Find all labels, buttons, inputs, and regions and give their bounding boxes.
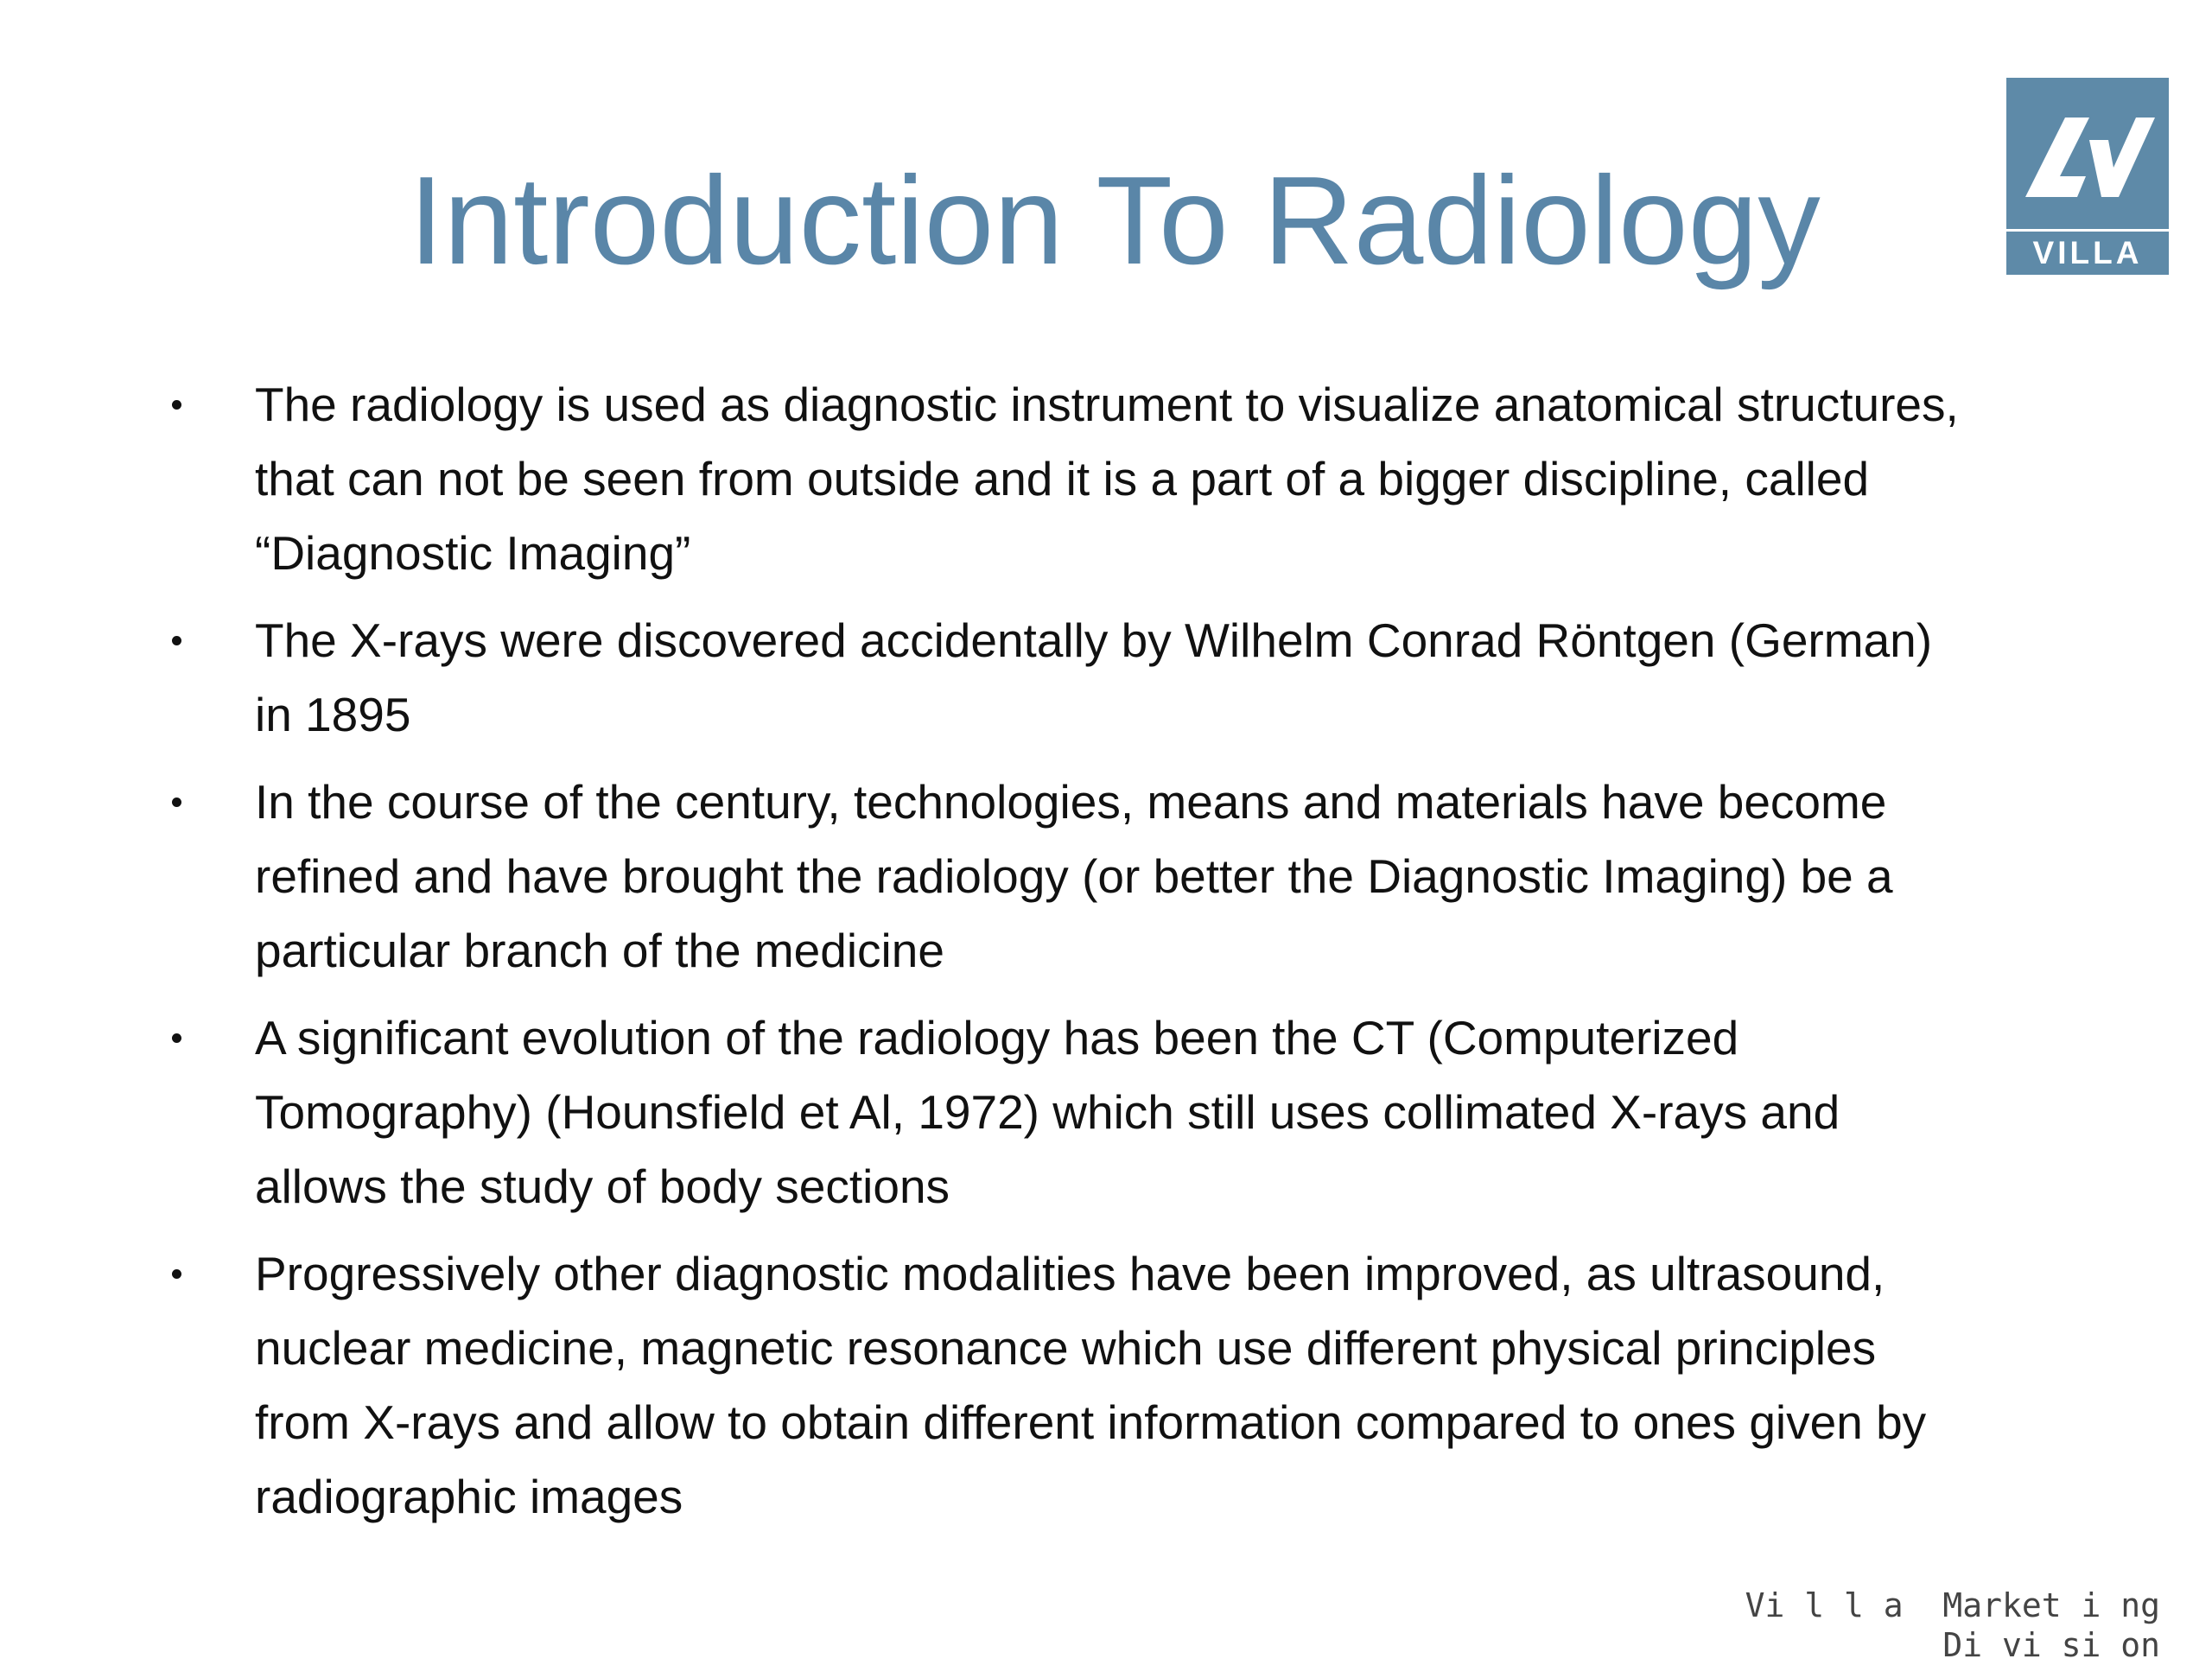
villa-logo-icon	[2006, 78, 2169, 229]
villa-logo	[2006, 78, 2169, 275]
bullet-item	[156, 1236, 2082, 1534]
bullet-line: “Diagnostic Imaging”	[255, 526, 691, 580]
bullet-line: nuclear medicine, magnetic resonance which use different physical principles	[255, 1321, 1877, 1375]
footer-line: Vi l l a Market i ng	[1745, 1586, 2160, 1624]
bullet-line: The radiology is used as diagnostic instrument to visualize anatomical structures,	[255, 378, 1959, 431]
bullet-line: A significant evolution of the radiology has been the CT (Computerized	[255, 1011, 1739, 1064]
bullet-item	[156, 603, 2082, 752]
bullet-line: radiographic images	[255, 1470, 683, 1523]
slide-title: Introduction To Radiology	[409, 150, 1821, 290]
bullet-line: particular branch of the medicine	[255, 924, 944, 977]
bullet-line: that can not be seen from outside and it is a part of a bigger discipline, called	[255, 452, 1870, 505]
bullet-line: from X-rays and allow to obtain different information compared to ones given by	[255, 1395, 1927, 1449]
bullet-dot-icon	[172, 400, 181, 410]
bullet-dot-icon	[172, 798, 181, 807]
footer-text	[1745, 1586, 2160, 1665]
bullet-dot-icon	[172, 1269, 181, 1279]
footer-line: Di vi si on	[1942, 1626, 2160, 1664]
bullet-line: In the course of the century, technologies, means and materials have become	[255, 775, 1887, 829]
logo-text: VILLA	[2032, 235, 2143, 270]
bullet-item	[156, 367, 2082, 590]
bullet-item	[156, 765, 2082, 988]
bullet-item	[156, 1001, 2082, 1223]
bullet-line: Progressively other diagnostic modalities have been improved, as ultrasound,	[255, 1247, 1885, 1300]
bullet-line: The X-rays were discovered accidentally by Wilhelm Conrad Röntgen (German)	[255, 613, 1933, 667]
bullet-line: refined and have brought the radiology (or better the Diagnostic Imaging) be a	[255, 849, 1893, 903]
bullet-list	[156, 367, 2082, 1547]
bullet-line: allows the study of body sections	[255, 1160, 950, 1213]
bullet-line: Tomography) (Hounsfield et Al, 1972) which still uses collimated X-rays and	[255, 1085, 1840, 1139]
bullet-dot-icon	[172, 636, 181, 645]
bullet-line: in 1895	[255, 688, 411, 741]
bullet-dot-icon	[172, 1033, 181, 1043]
